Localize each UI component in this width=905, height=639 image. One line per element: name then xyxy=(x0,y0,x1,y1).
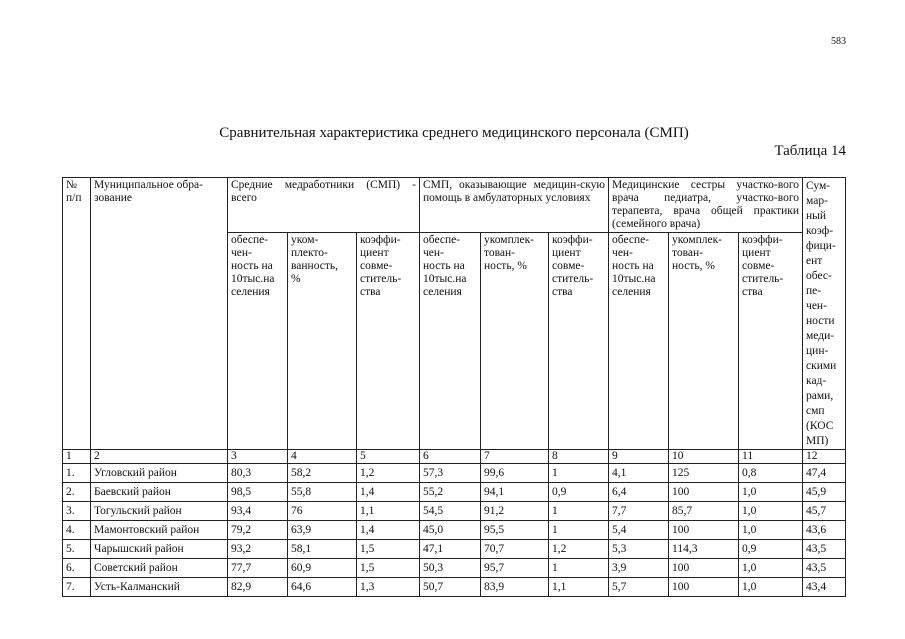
table-row xyxy=(63,464,846,483)
table-cell: 58,1 xyxy=(288,540,357,559)
table-cell: 1,4 xyxy=(357,521,420,540)
table-cell: 1 xyxy=(549,521,609,540)
row-number: 4. xyxy=(63,521,91,540)
header-row-groups xyxy=(63,178,846,233)
table-cell: 3,9 xyxy=(609,559,669,578)
table-cell: 1,0 xyxy=(739,559,803,578)
row-number: 6. xyxy=(63,559,91,578)
table-cell: 1,0 xyxy=(739,521,803,540)
table-cell: 5,4 xyxy=(609,521,669,540)
table-row xyxy=(63,540,846,559)
table-row xyxy=(63,559,846,578)
comparison-table xyxy=(62,177,846,597)
subheader-staffing: укомплек- тован- ность, % xyxy=(669,232,739,449)
row-number: 2. xyxy=(63,483,91,502)
table-cell: 1 xyxy=(549,464,609,483)
table-cell: 1,1 xyxy=(549,578,609,597)
table-cell: 64,6 xyxy=(288,578,357,597)
column-number: 11 xyxy=(739,450,803,464)
header-municipality: Муниципальное обра- зование xyxy=(91,178,228,450)
page-number: 583 xyxy=(831,36,846,47)
table-cell: 54,5 xyxy=(420,502,481,521)
column-number: 7 xyxy=(481,450,549,464)
column-number: 8 xyxy=(549,450,609,464)
column-number: 5 xyxy=(357,450,420,464)
table-cell: 99,6 xyxy=(481,464,549,483)
table-cell: 1,0 xyxy=(739,502,803,521)
column-number: 1 xyxy=(63,450,91,464)
table-cell: 7,7 xyxy=(609,502,669,521)
table-cell: 43,4 xyxy=(803,578,846,597)
table-cell: 60,9 xyxy=(288,559,357,578)
municipality-name: Угловский район xyxy=(91,464,228,483)
municipality-name: Тогульский район xyxy=(91,502,228,521)
table-cell: 50,3 xyxy=(420,559,481,578)
municipality-name: Советский район xyxy=(91,559,228,578)
table-cell: 91,2 xyxy=(481,502,549,521)
table-cell: 93,4 xyxy=(228,502,288,521)
column-number: 2 xyxy=(91,450,228,464)
table-cell: 98,5 xyxy=(228,483,288,502)
table-cell: 58,2 xyxy=(288,464,357,483)
table-label: Таблица 14 xyxy=(774,143,846,159)
table-cell: 45,0 xyxy=(420,521,481,540)
table-cell: 82,9 xyxy=(228,578,288,597)
table-cell: 76 xyxy=(288,502,357,521)
table-cell: 1,2 xyxy=(549,540,609,559)
column-number: 6 xyxy=(420,450,481,464)
table-cell: 5,7 xyxy=(609,578,669,597)
municipality-name: Чарышский район xyxy=(91,540,228,559)
header-summary-coefficient: Сум- мар- ный коэф- фици- ент обес- пе- чен- ности меди- цин- скими кад- рами, смп (КОС МП) xyxy=(803,178,846,450)
table-cell: 95,5 xyxy=(481,521,549,540)
header-group-all-smp: Средние медработники (СМП) - всего xyxy=(228,178,420,233)
subheader-staffing: укомплек- тован- ность, % xyxy=(481,232,549,449)
table-row xyxy=(63,502,846,521)
table-cell: 57,3 xyxy=(420,464,481,483)
table-cell: 1,2 xyxy=(357,464,420,483)
table-row xyxy=(63,521,846,540)
table-cell: 1 xyxy=(549,502,609,521)
table-cell: 1,0 xyxy=(739,578,803,597)
column-number: 3 xyxy=(228,450,288,464)
document-title: Сравнительная характеристика среднего медицинского персонала (СМП) xyxy=(219,125,689,141)
table-cell: 100 xyxy=(669,521,739,540)
header-group-outpatient-smp: СМП, оказывающие медицин-скую помощь в амбулаторных условиях xyxy=(420,178,609,233)
table-cell: 1,0 xyxy=(739,483,803,502)
table-cell: 50,7 xyxy=(420,578,481,597)
table-cell: 55,2 xyxy=(420,483,481,502)
table-cell: 43,5 xyxy=(803,540,846,559)
table-cell: 100 xyxy=(669,578,739,597)
table-cell: 45,9 xyxy=(803,483,846,502)
table-cell: 4,1 xyxy=(609,464,669,483)
table-cell: 1,3 xyxy=(357,578,420,597)
subheader-part-time-coefficient: коэффи- циент совме- ститель- ства xyxy=(739,232,803,449)
subheader-part-time-coefficient: коэффи- циент совме- ститель- ства xyxy=(357,232,420,449)
row-number: 1. xyxy=(63,464,91,483)
table-cell: 95,7 xyxy=(481,559,549,578)
table-cell: 0,8 xyxy=(739,464,803,483)
table-cell: 45,7 xyxy=(803,502,846,521)
table-cell: 0,9 xyxy=(739,540,803,559)
table-cell: 100 xyxy=(669,559,739,578)
table-cell: 43,5 xyxy=(803,559,846,578)
table-cell: 80,3 xyxy=(228,464,288,483)
column-number-row xyxy=(63,450,846,464)
column-number: 4 xyxy=(288,450,357,464)
table-cell: 85,7 xyxy=(669,502,739,521)
table-row xyxy=(63,483,846,502)
table-row xyxy=(63,578,846,597)
subheader-provision: обеспе- чен- ность на 10тыс.на селения xyxy=(228,232,288,449)
table-cell: 114,3 xyxy=(669,540,739,559)
table-cell: 1,4 xyxy=(357,483,420,502)
table-cell: 70,7 xyxy=(481,540,549,559)
table-cell: 1,1 xyxy=(357,502,420,521)
table-cell: 47,4 xyxy=(803,464,846,483)
subheader-part-time-coefficient: коэффи- циент совме- ститель- ства xyxy=(549,232,609,449)
table-cell: 1,5 xyxy=(357,559,420,578)
table-cell: 5,3 xyxy=(609,540,669,559)
municipality-name: Баевский район xyxy=(91,483,228,502)
table-cell: 83,9 xyxy=(481,578,549,597)
header-group-district-nurses: Медицинские сестры участко-вого врача педиатра, участко-вого терапевта, врача общей практики (семейного врача) xyxy=(609,178,803,233)
table-cell: 100 xyxy=(669,483,739,502)
table-cell: 94,1 xyxy=(481,483,549,502)
subheader-provision: обеспе- чен- ность на 10тыс.на селения xyxy=(420,232,481,449)
table-cell: 1 xyxy=(549,559,609,578)
row-number: 7. xyxy=(63,578,91,597)
subheader-staffing: уком- плекто- ванность, % xyxy=(288,232,357,449)
column-number: 10 xyxy=(669,450,739,464)
table-body xyxy=(63,450,846,597)
table-cell: 77,7 xyxy=(228,559,288,578)
header-number: № п/п xyxy=(63,178,91,450)
table-cell: 55,8 xyxy=(288,483,357,502)
table-cell: 1,5 xyxy=(357,540,420,559)
subheader-provision: обеспе- чен- ность на 10тыс.на селения xyxy=(609,232,669,449)
row-number: 5. xyxy=(63,540,91,559)
table-cell: 125 xyxy=(669,464,739,483)
table-cell: 79,2 xyxy=(228,521,288,540)
column-number: 9 xyxy=(609,450,669,464)
table-cell: 0,9 xyxy=(549,483,609,502)
table-cell: 43,6 xyxy=(803,521,846,540)
row-number: 3. xyxy=(63,502,91,521)
table-cell: 93,2 xyxy=(228,540,288,559)
municipality-name: Усть-Калманский xyxy=(91,578,228,597)
table-cell: 63,9 xyxy=(288,521,357,540)
municipality-name: Мамонтовский район xyxy=(91,521,228,540)
column-number: 12 xyxy=(803,450,846,464)
table-cell: 47,1 xyxy=(420,540,481,559)
table-cell: 6,4 xyxy=(609,483,669,502)
